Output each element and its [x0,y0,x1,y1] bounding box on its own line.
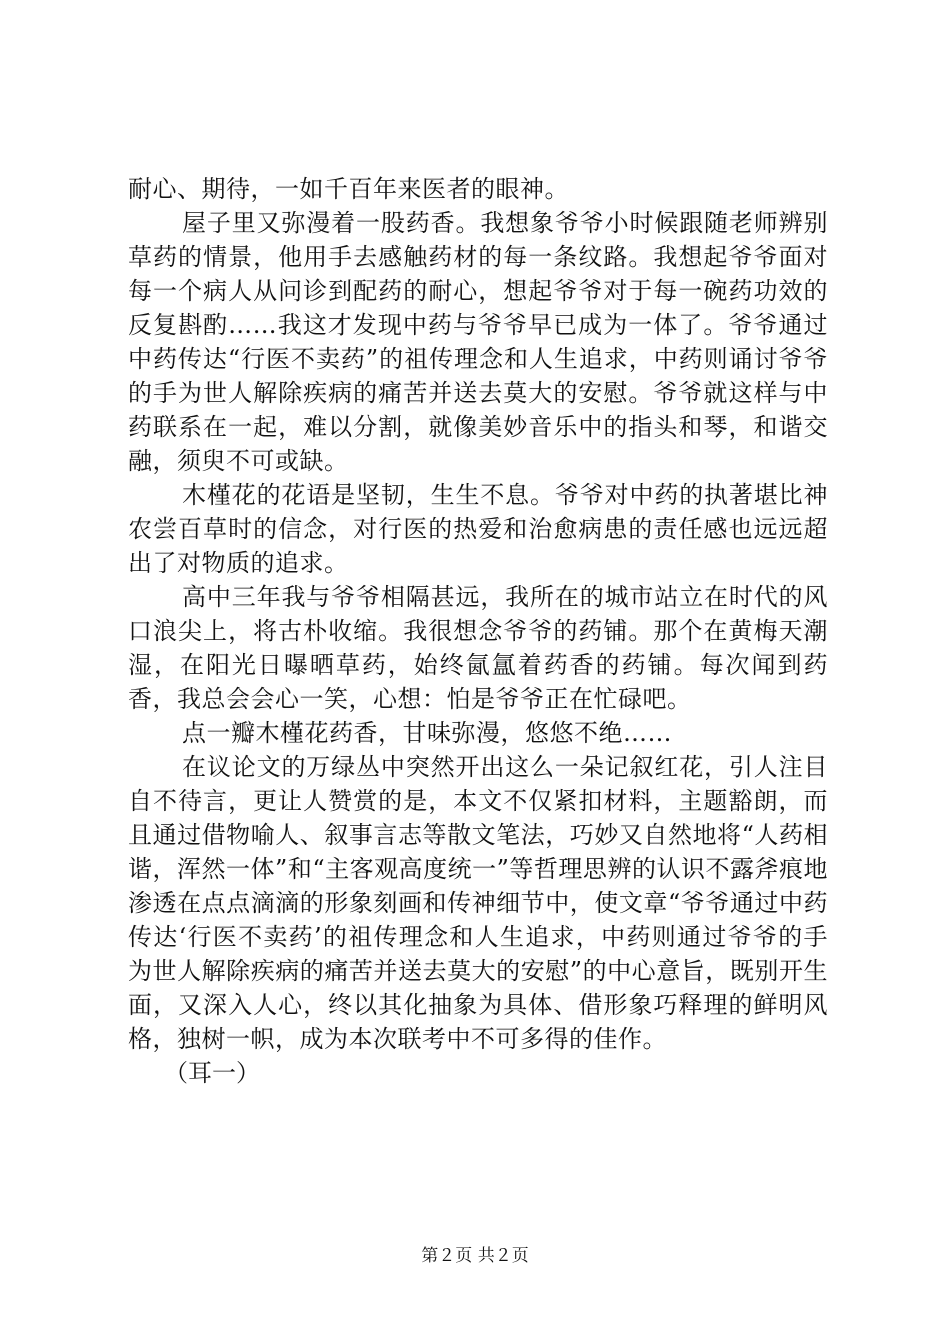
document-body [128,172,828,1090]
commentary-paragraph: 在议论文的万绿丛中突然开出这么一朵记叙红花，引人注目自不待言，更让人赞赏的是，本文不仅紧扣材料，主题豁朗，而且通过借物喻人、叙事言志等散文笔法，巧妙又自然地将“人药相谐，浑然一体”和“主客观高度统一”等哲理思辨的认识不露斧痕地渗透在点点滴滴的形象刻画和传神细节中，使文章“爷爷通过中药传达‘行医不卖药’的祖传理念和人生追求，中药则通过爷爷的手为世人解除疾病的痛苦并送去莫大的安慰”的中心意旨，既别开生面，又深入人心，终以其化抽象为具体、借形象巧释理的鲜明风格，独树一帜，成为本次联考中不可多得的佳作。 [128,753,828,1053]
author-signature: （耳一） [164,1059,260,1087]
paragraph-4: 高中三年我与爷爷相隔甚远，我所在的城市站立在时代的风口浪尖上，将古朴收缩。我很想念爷爷的药铺。那个在黄梅天潮湿，在阳光日曝晒草药，始终氤氲着药香的药铺。每次闻到药香，我总会会心一笑，心想：怕是爷爷正在忙碌吧。 [128,583,828,713]
paragraph-5: 点一瓣木槿花药香，甘味弥漫，悠悠不绝…… [182,719,672,747]
paragraph-2: 屋子里又弥漫着一股药香。我想象爷爷小时候跟随老师辨别草药的情景，他用手去感触药材的每一条纹路。我想起爷爷面对每一个病人从问诊到配药的耐心，想起爷爷对于每一碗药功效的反复斟酌……我这才发现中药与爷爷早已成为一体了。爷爷通过中药传达“行医不卖药”的祖传理念和人生追求，中药则诵讨爷爷的手为世人解除疾病的痛苦并送去莫大的安慰。爷爷就这样与中药联系在一起，难以分割，就像美妙音乐中的指头和琴，和谐交融，须臾不可或缺。 [128,209,828,475]
paragraph-3: 木槿花的花语是坚韧，生生不息。爷爷对中药的执著堪比神农尝百草时的信念，对行医的热爱和治愈病患的责任感也远远超出了对物质的追求。 [128,481,828,577]
page-number-footer: 第２页 共２页 [421,1246,529,1266]
paragraph-1: 耐心、期待，一如千百年来医者的眼神。 [128,175,569,203]
